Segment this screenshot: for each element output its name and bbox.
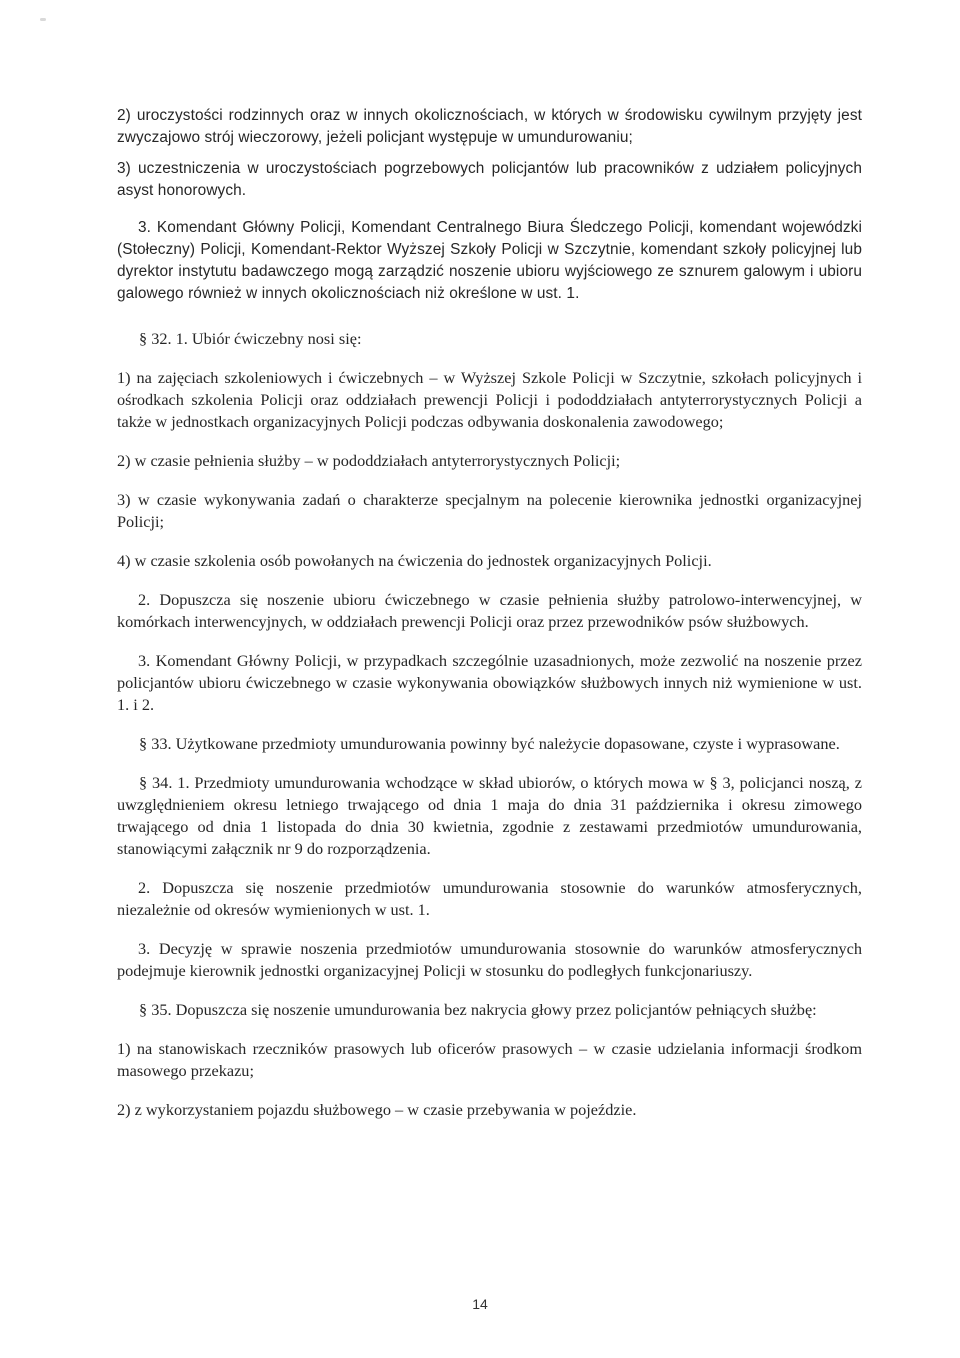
list-item-1: 1) na zajęciach szkoleniowych i ćwiczebnych – w Wyższej Szkole Policji w Szczytnie, szkołach policyjnych i ośrodkach szkolenia Policji oraz oddziałach prewencji Policji i pododdziałach antyterrorystycznych Policji a także w jednostkach organizacyjnych Policji podczas odbywania doskonalenia zawodowego;: [117, 368, 862, 431]
section-33: § 33. Użytkowane przedmioty umundurowania powinny być należycie dopasowane, czyste i wyprasowane.: [139, 734, 840, 753]
page-number: 14: [472, 1296, 488, 1312]
section-35-item-2: 2) z wykorzystaniem pojazdu służbowego – w czasie przebywania w pojeździe.: [117, 1100, 637, 1119]
paragraph-32-ust-2: 2. Dopuszcza się noszenie ubioru ćwiczebnego w czasie pełnienia służby patrolowo-interwencyjnej, w komórkach interwencyjnych, w oddziałach prewencji Policji oraz przez przewodników psów służbowych.: [117, 590, 862, 631]
scan-artifact: [40, 18, 46, 21]
list-item-2: 2) w czasie pełnienia służby – w pododdziałach antyterrorystycznych Policji;: [117, 451, 621, 470]
section-35-item-1: 1) na stanowiskach rzeczników prasowych lub oficerów prasowych – w czasie udzielania informacji środkom masowego przekazu;: [117, 1039, 862, 1080]
paragraph-34-ust-3: 3. Decyzję w sprawie noszenia przedmiotów umundurowania stosownie do warunków atmosferycznych podejmuje kierownik jednostki organizacyjnej Policji w stosunku do podległych funkcjonariuszy.: [117, 939, 862, 980]
paragraph-item-3: 3) uczestniczenia w uroczystościach pogrzebowych policjantów lub pracowników z udziałem policyjnych asyst honorowych.: [117, 160, 862, 199]
list-item-4: 4) w czasie szkolenia osób powołanych na ćwiczenia do jednostek organizacyjnych Policji.: [117, 551, 712, 570]
paragraph-34-ust-2: 2. Dopuszcza się noszenie przedmiotów umundurowania stosownie do warunków atmosferycznych, niezależnie od okresów wymienionych w ust. 1.: [117, 878, 862, 919]
section-32-heading: § 32. 1. Ubiór ćwiczebny nosi się:: [139, 329, 362, 348]
paragraph-32-ust-3: 3. Komendant Główny Policji, w przypadkach szczególnie uzasadnionych, może zezwolić na noszenie przez policjantów ubioru ćwiczebnego w czasie wykonywania obowiązków służbowych innych niż wymienione w ust. 1. i 2.: [117, 651, 862, 714]
paragraph-ust-3: 3. Komendant Główny Policji, Komendant Centralnego Biura Śledczego Policji, komendant wojewódzki (Stołeczny) Policji, Komendant-Rektor Wyższej Szkoły Policji w Szczytnie, komendant szkoły policyjnej lub dyrektor instytutu badawczego mogą zarządzić noszenie ubioru wyjściowego ze sznurem galowym i ubioru galowego również w innych okolicznościach niż określone w ust. 1.: [117, 219, 862, 302]
paragraph-item-2: 2) uroczystości rodzinnych oraz w innych okolicznościach, w których w środowisku cywilnym przyjęty jest zwyczajowo strój wieczorowy, jeżeli policjant występuje w umundurowaniu;: [117, 107, 862, 146]
list-item-3: 3) w czasie wykonywania zadań o charakterze specjalnym na polecenie kierownika jednostki organizacyjnej Policji;: [117, 490, 862, 531]
document-body: [117, 105, 862, 1121]
section-34-ust-1: § 34. 1. Przedmioty umundurowania wchodzące w skład ubiorów, o których mowa w § 3, policjanci noszą, z uwzględnieniem okresu letniego trwającego od dnia 1 maja do dnia 31 października i okresu zimowego trwającego od dnia 1 listopada do dnia 30 kwietnia, zgodnie z zestawami przedmiotów umundurowania, stanowiącymi załącznik nr 9 do rozporządzenia.: [117, 773, 862, 858]
section-35: § 35. Dopuszcza się noszenie umundurowania bez nakrycia głowy przez policjantów pełniących służbę:: [139, 1000, 817, 1019]
